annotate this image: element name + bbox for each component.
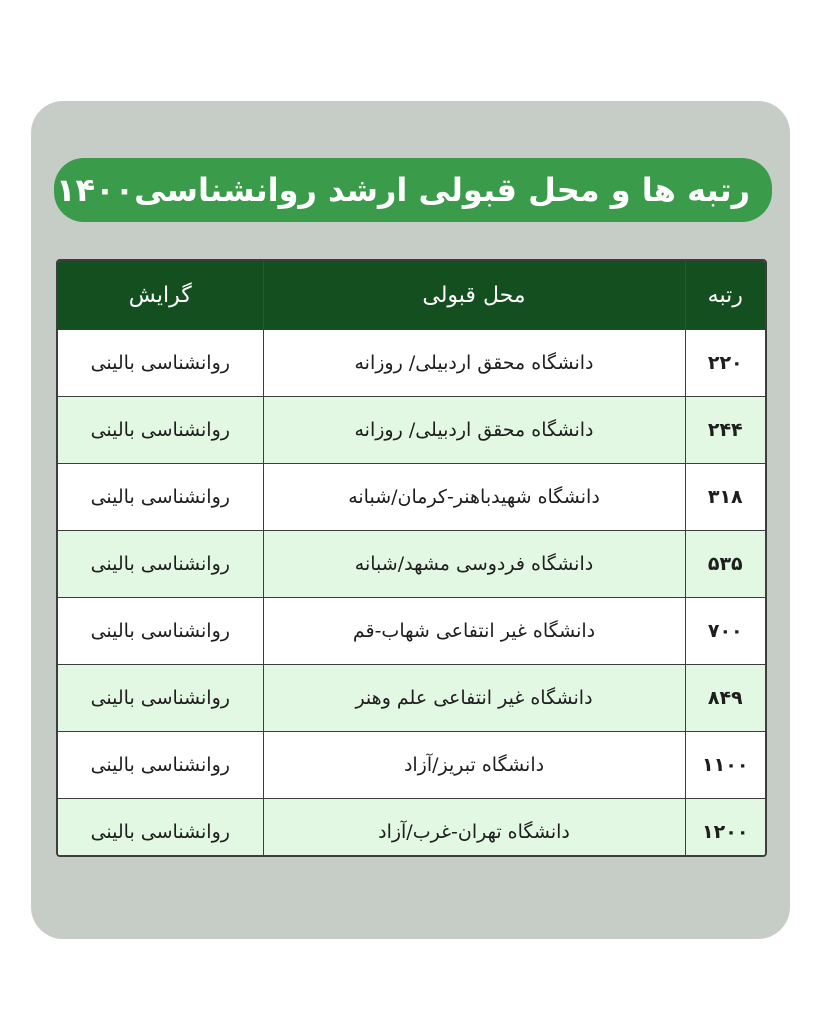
table-row xyxy=(58,464,765,531)
table-header-row xyxy=(58,261,765,330)
table-row xyxy=(58,598,765,665)
table-row xyxy=(58,330,765,397)
table-row xyxy=(58,397,765,464)
table-row xyxy=(58,732,765,799)
page-title: رتبه ها و محل قبولی ارشد روانشناسی۱۴۰۰ xyxy=(56,171,750,209)
field-cell: روانشناسی بالینی xyxy=(58,665,263,732)
place-cell: دانشگاه غیر انتفاعی علم وهنر xyxy=(263,665,685,732)
rank-cell: ۳۱۸ xyxy=(685,464,765,531)
results-table-container xyxy=(56,259,767,857)
header-place: محل قبولی xyxy=(263,261,685,330)
rank-cell: ۱۲۰۰ xyxy=(685,799,765,858)
title-banner xyxy=(54,158,772,222)
place-cell: دانشگاه تبریز/آزاد xyxy=(263,732,685,799)
rank-cell: ۵۳۵ xyxy=(685,531,765,598)
header-rank: رتبه xyxy=(685,261,765,330)
place-cell: دانشگاه غیر انتفاعی شهاب-قم xyxy=(263,598,685,665)
place-cell: دانشگاه تهران-غرب/آزاد xyxy=(263,799,685,858)
results-table xyxy=(58,261,765,857)
rank-cell: ۸۴۹ xyxy=(685,665,765,732)
rank-cell: ۲۴۴ xyxy=(685,397,765,464)
table-row xyxy=(58,665,765,732)
place-cell: دانشگاه محقق اردبیلی/ روزانه xyxy=(263,397,685,464)
field-cell: روانشناسی بالینی xyxy=(58,598,263,665)
field-cell: روانشناسی بالینی xyxy=(58,397,263,464)
place-cell: دانشگاه شهیدباهنر-کرمان/شبانه xyxy=(263,464,685,531)
field-cell: روانشناسی بالینی xyxy=(58,531,263,598)
field-cell: روانشناسی بالینی xyxy=(58,330,263,397)
field-cell: روانشناسی بالینی xyxy=(58,464,263,531)
rank-cell: ۱۱۰۰ xyxy=(685,732,765,799)
rank-cell: ۷۰۰ xyxy=(685,598,765,665)
header-field: گرایش xyxy=(58,261,263,330)
rank-cell: ۲۲۰ xyxy=(685,330,765,397)
place-cell: دانشگاه محقق اردبیلی/ روزانه xyxy=(263,330,685,397)
table-row xyxy=(58,531,765,598)
table-row xyxy=(58,799,765,858)
place-cell: دانشگاه فردوسی مشهد/شبانه xyxy=(263,531,685,598)
field-cell: روانشناسی بالینی xyxy=(58,732,263,799)
field-cell: روانشناسی بالینی xyxy=(58,799,263,858)
